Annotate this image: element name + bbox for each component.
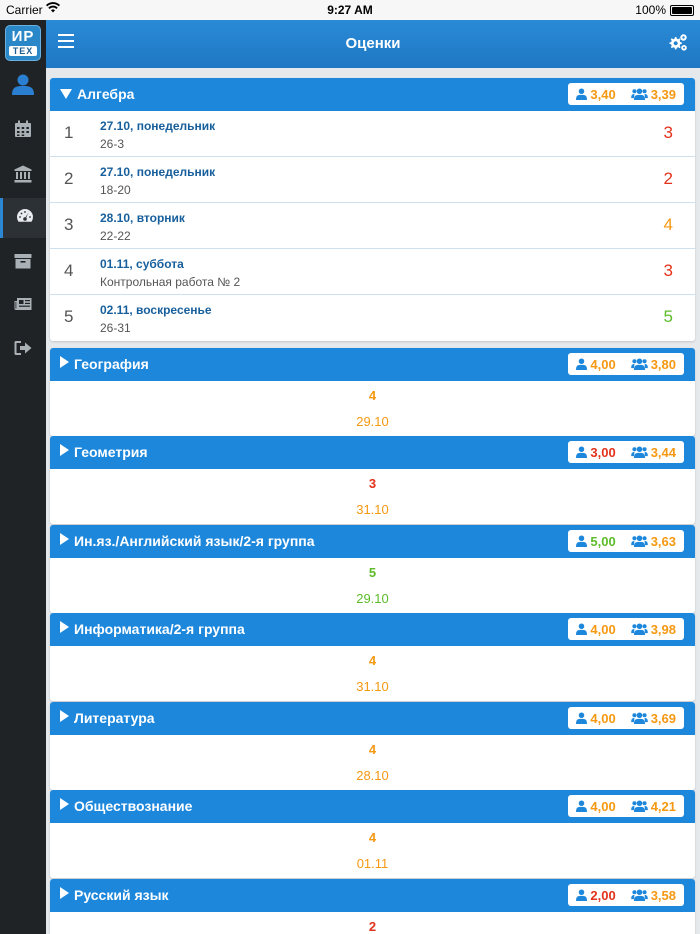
subject-header[interactable] <box>50 702 695 735</box>
grade-date: 02.11, воскресенье <box>100 303 212 317</box>
subject-header[interactable] <box>50 525 695 558</box>
sidebar-item-institution[interactable] <box>0 156 46 196</box>
student-average: 5,00 <box>590 533 616 549</box>
group-icon <box>631 800 648 812</box>
last-grade-summary <box>50 912 695 934</box>
sign-out-icon <box>14 339 32 362</box>
caret-right-icon <box>60 798 69 810</box>
subject-header[interactable] <box>50 436 695 469</box>
grade-date: 01.11, суббота <box>100 257 184 271</box>
group-icon <box>631 889 648 901</box>
newspaper-icon <box>14 295 32 318</box>
student-average: 4,00 <box>590 798 616 814</box>
sidebar-item-profile[interactable] <box>0 66 46 106</box>
average-badge <box>568 707 684 729</box>
class-average: 3,39 <box>650 86 676 102</box>
subject-name: Литература <box>74 710 155 726</box>
group-icon <box>631 535 648 547</box>
last-grade-summary <box>50 381 695 436</box>
group-icon <box>631 623 648 635</box>
student-average: 3,40 <box>590 86 616 102</box>
grade-mark: 5 <box>663 307 673 326</box>
class-average: 3,69 <box>650 710 676 726</box>
class-average: 3,63 <box>650 533 676 549</box>
last-grade-summary <box>50 469 695 524</box>
grade-date: 28.10, вторник <box>100 211 185 225</box>
subject-name: Ин.яз./Английский язык/2-я группа <box>74 533 315 549</box>
class-average: 3,44 <box>650 444 676 460</box>
user-icon <box>576 712 587 724</box>
app-logo <box>5 25 41 61</box>
last-mark-date: 31.10 <box>356 679 389 694</box>
caret-down-icon <box>60 89 72 99</box>
subject-card-literature <box>50 702 695 790</box>
sidebar-item-news[interactable] <box>0 286 46 326</box>
subject-header[interactable] <box>50 78 695 111</box>
grade-index: 3 <box>64 215 74 234</box>
last-mark: 5 <box>368 565 377 580</box>
user-icon <box>576 623 587 635</box>
battery-percent: 100% <box>635 3 666 17</box>
student-average: 4,00 <box>590 356 616 372</box>
caret-right-icon <box>60 621 69 633</box>
student-average: 2,00 <box>590 887 616 903</box>
subject-card-algebra <box>50 78 695 341</box>
student-average: 4,00 <box>590 710 616 726</box>
average-badge <box>568 618 684 640</box>
sidebar-item-grades[interactable] <box>0 198 46 238</box>
average-badge <box>568 884 684 906</box>
grade-index: 4 <box>64 261 74 280</box>
user-icon <box>11 72 35 101</box>
subject-name: Алгебра <box>77 86 135 102</box>
user-icon <box>576 889 587 901</box>
user-icon <box>576 535 587 547</box>
grade-row[interactable] <box>50 295 695 341</box>
subject-card-english <box>50 525 695 613</box>
user-icon <box>576 88 587 100</box>
class-average: 4,21 <box>650 798 676 814</box>
subject-header[interactable] <box>50 348 695 381</box>
average-badge <box>568 441 684 463</box>
caret-right-icon <box>60 444 69 456</box>
grade-mark: 3 <box>663 123 673 142</box>
grade-index: 2 <box>64 169 74 188</box>
carrier-label: Carrier <box>6 3 43 17</box>
calendar-icon <box>14 120 32 143</box>
user-icon <box>576 800 587 812</box>
subject-header[interactable] <box>50 879 695 912</box>
average-badge <box>568 795 684 817</box>
grade-index: 5 <box>64 307 74 326</box>
user-icon <box>576 446 587 458</box>
grade-row[interactable] <box>50 249 695 295</box>
average-badge <box>568 353 684 375</box>
clock: 9:27 AM <box>327 3 373 17</box>
subject-card-geography <box>50 348 695 436</box>
last-grade-summary <box>50 646 695 701</box>
sidebar-item-logout[interactable] <box>0 330 46 370</box>
caret-right-icon <box>60 710 69 722</box>
caret-right-icon <box>60 533 69 545</box>
subject-card-geometry <box>50 436 695 524</box>
group-icon <box>631 712 648 724</box>
sidebar-item-archive[interactable] <box>0 243 46 283</box>
grades-list <box>46 68 700 934</box>
subject-name: Информатика/2-я группа <box>74 621 245 637</box>
grade-date: 27.10, понедельник <box>100 119 216 133</box>
grade-date: 27.10, понедельник <box>100 165 216 179</box>
logo-text-bottom: TEX <box>9 46 37 56</box>
last-mark: 4 <box>368 388 377 403</box>
last-mark-date: 29.10 <box>356 414 389 429</box>
last-mark-date: 29.10 <box>356 591 389 606</box>
top-bar <box>46 20 700 68</box>
grade-index: 1 <box>64 123 74 142</box>
grade-row[interactable] <box>50 157 695 203</box>
last-mark: 3 <box>368 476 377 491</box>
subject-name: Обществознание <box>74 798 193 814</box>
student-average: 4,00 <box>590 621 616 637</box>
caret-right-icon <box>60 356 69 368</box>
grade-topic: 26-3 <box>100 137 125 151</box>
battery-icon <box>670 5 694 16</box>
subject-name: Геометрия <box>74 444 148 460</box>
last-mark: 4 <box>368 742 377 757</box>
grade-topic: 18-20 <box>100 183 131 197</box>
student-average: 3,00 <box>590 444 616 460</box>
last-grade-summary <box>50 735 695 790</box>
class-average: 3,98 <box>650 621 676 637</box>
grade-topic: 22-22 <box>100 229 131 243</box>
dashboard-icon <box>16 207 34 230</box>
subject-name: География <box>74 356 149 372</box>
last-grade-summary <box>50 823 695 878</box>
subject-card-russian <box>50 879 695 934</box>
class-average: 3,80 <box>650 356 676 372</box>
last-mark-date: 01.11 <box>356 856 389 871</box>
class-average: 3,58 <box>650 887 676 903</box>
average-badge <box>568 83 684 105</box>
grade-mark: 2 <box>663 169 673 188</box>
subject-header[interactable] <box>50 790 695 823</box>
sidebar <box>0 20 46 934</box>
last-mark: 4 <box>368 830 377 845</box>
last-mark-date: 28.10 <box>356 768 389 783</box>
last-mark: 4 <box>368 653 377 668</box>
last-mark-date: 31.10 <box>356 502 389 517</box>
group-icon <box>631 446 648 458</box>
subject-header[interactable] <box>50 613 695 646</box>
grade-topic: 26-31 <box>100 321 131 335</box>
user-icon <box>576 358 587 370</box>
subject-card-social-studies <box>50 790 695 878</box>
page-title: Оценки <box>345 35 401 52</box>
grade-mark: 4 <box>663 215 673 234</box>
gears-icon[interactable] <box>668 33 688 53</box>
grade-row[interactable] <box>50 203 695 249</box>
grade-mark: 3 <box>663 261 673 280</box>
grade-row[interactable] <box>50 111 695 157</box>
group-icon <box>631 88 648 100</box>
subject-name: Русский язык <box>74 887 169 903</box>
institution-icon <box>14 165 32 188</box>
last-mark: 2 <box>368 919 377 934</box>
last-grade-summary <box>50 558 695 613</box>
average-badge <box>568 530 684 552</box>
status-bar <box>0 0 700 20</box>
group-icon <box>631 358 648 370</box>
grade-topic: Контрольная работа № 2 <box>100 275 241 289</box>
subject-card-informatics <box>50 613 695 701</box>
sidebar-item-calendar[interactable] <box>0 111 46 151</box>
logo-text-top: ИР <box>11 28 35 45</box>
archive-icon <box>14 252 32 275</box>
caret-right-icon <box>60 887 69 899</box>
